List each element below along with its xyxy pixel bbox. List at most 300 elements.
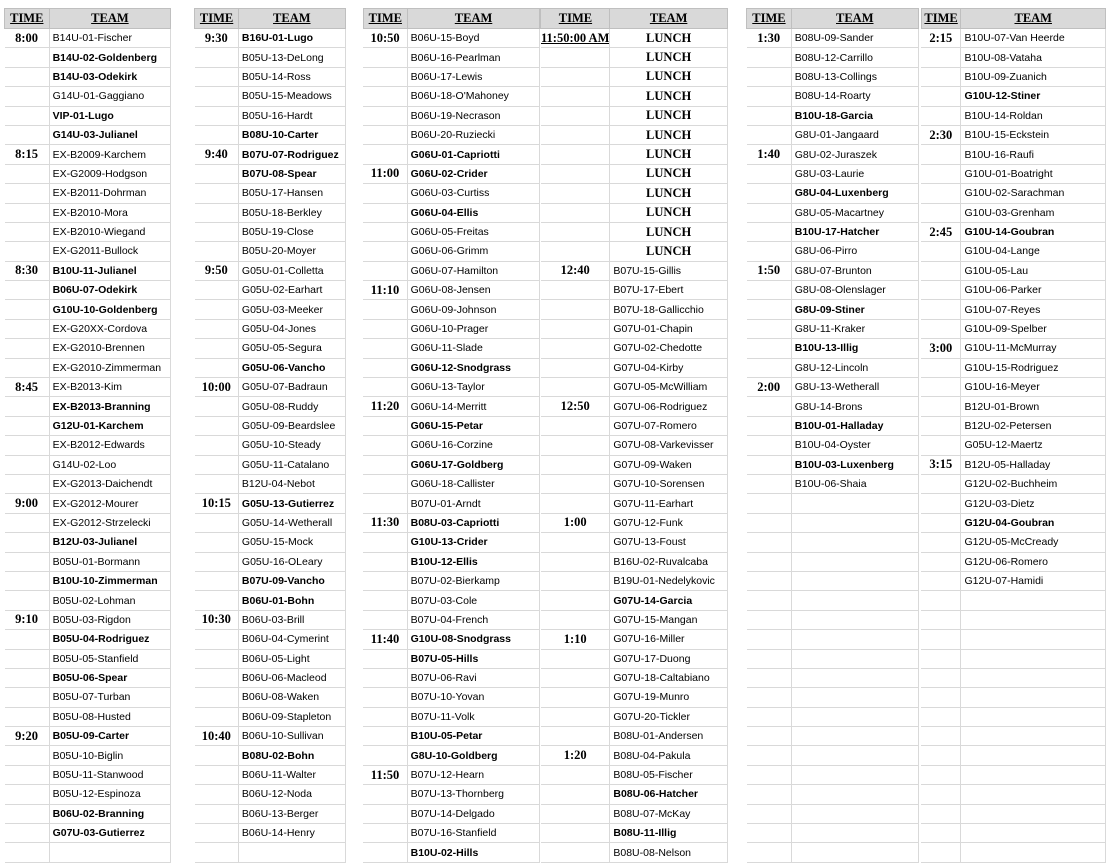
team-cell: G07U-05-McWilliam — [610, 378, 728, 397]
time-cell: 8:15 — [5, 145, 50, 164]
team-cell: B08U-08-Nelson — [610, 843, 728, 862]
team-cell: B10U-17-Hatcher — [791, 222, 918, 241]
time-cell — [5, 87, 50, 106]
team-cell: G07U-16-Miller — [610, 630, 728, 649]
column-gap — [727, 261, 746, 280]
team-cell: G06U-10-Prager — [407, 319, 540, 338]
time-cell — [5, 746, 50, 765]
team-cell: G12U-06-Romero — [961, 552, 1106, 571]
time-header: TIME — [363, 9, 407, 29]
team-cell — [791, 668, 918, 687]
team-cell: G8U-13-Wetherall — [791, 378, 918, 397]
time-cell — [747, 668, 792, 687]
team-cell: B07U-01-Arndt — [407, 494, 540, 513]
column-gap — [345, 591, 363, 610]
time-cell — [747, 222, 792, 241]
column-gap — [727, 727, 746, 746]
time-cell — [921, 765, 961, 784]
time-cell — [195, 106, 239, 125]
lunch-cell: LUNCH — [610, 48, 728, 67]
time-cell — [363, 455, 407, 474]
time-cell — [541, 300, 610, 319]
team-cell: B05U-15-Meadows — [238, 87, 345, 106]
team-cell: B10U-14-Roldan — [961, 106, 1106, 125]
team-cell: G07U-17-Duong — [610, 649, 728, 668]
column-gap — [727, 610, 746, 629]
time-cell — [5, 416, 50, 435]
time-cell — [195, 222, 239, 241]
column-gap — [345, 474, 363, 493]
time-cell: 10:50 — [363, 29, 407, 48]
column-gap — [345, 242, 363, 261]
column-gap — [171, 261, 195, 280]
column-gap — [345, 785, 363, 804]
time-cell — [541, 668, 610, 687]
column-gap — [171, 300, 195, 319]
team-cell: B07U-14-Delgado — [407, 804, 540, 823]
team-cell: EX-G2012-Strzelecki — [49, 513, 171, 532]
team-cell: B05U-05-Stanfield — [49, 649, 171, 668]
column-gap — [345, 67, 363, 86]
column-gap — [727, 87, 746, 106]
time-cell: 1:00 — [541, 513, 610, 532]
team-cell: G10U-12-Stiner — [961, 87, 1106, 106]
time-cell — [363, 668, 407, 687]
table-row — [5, 843, 1106, 862]
team-cell: G07U-02-Chedotte — [610, 339, 728, 358]
time-cell — [5, 668, 50, 687]
time-cell — [5, 765, 50, 784]
team-cell — [961, 630, 1106, 649]
column-gap — [171, 125, 195, 144]
time-cell — [195, 804, 239, 823]
team-cell: G8U-07-Brunton — [791, 261, 918, 280]
team-cell: B07U-05-Hills — [407, 649, 540, 668]
team-cell: EX-G2011-Bullock — [49, 242, 171, 261]
table-row — [5, 707, 1106, 726]
time-cell — [541, 804, 610, 823]
table-row — [5, 48, 1106, 67]
team-header: TEAM — [49, 9, 171, 29]
team-cell: B16U-01-Lugo — [238, 29, 345, 48]
team-cell: B10U-18-Garcia — [791, 106, 918, 125]
time-cell — [541, 67, 610, 86]
column-gap — [727, 358, 746, 377]
column-gap — [171, 358, 195, 377]
table-row — [5, 804, 1106, 823]
time-cell — [747, 300, 792, 319]
time-cell — [921, 164, 961, 183]
column-gap — [171, 87, 195, 106]
time-cell — [921, 785, 961, 804]
time-cell — [5, 707, 50, 726]
team-cell: G8U-09-Stiner — [791, 300, 918, 319]
time-cell — [747, 416, 792, 435]
team-cell: B10U-10-Zimmerman — [49, 571, 171, 590]
time-cell — [541, 319, 610, 338]
column-gap — [345, 610, 363, 629]
time-cell — [747, 164, 792, 183]
team-cell: B07U-02-Bierkamp — [407, 571, 540, 590]
team-header: TEAM — [238, 9, 345, 29]
time-cell — [195, 416, 239, 435]
column-gap — [171, 378, 195, 397]
time-cell — [363, 145, 407, 164]
column-gap — [727, 765, 746, 784]
column-gap — [345, 668, 363, 687]
team-cell — [49, 843, 171, 862]
time-cell — [5, 513, 50, 532]
team-cell: G10U-08-Snodgrass — [407, 630, 540, 649]
time-cell: 1:40 — [747, 145, 792, 164]
team-cell: B08U-14-Roarty — [791, 87, 918, 106]
team-cell: B05U-02-Lohman — [49, 591, 171, 610]
team-cell: EX-B2011-Dohrman — [49, 184, 171, 203]
time-cell — [747, 358, 792, 377]
team-cell — [791, 552, 918, 571]
team-cell: G06U-17-Goldberg — [407, 455, 540, 474]
time-cell — [5, 804, 50, 823]
team-cell: G07U-01-Chapin — [610, 319, 728, 338]
column-gap — [345, 746, 363, 765]
team-cell — [961, 765, 1106, 784]
time-cell — [363, 300, 407, 319]
table-row — [5, 145, 1106, 164]
column-gap — [727, 630, 746, 649]
column-gap — [727, 707, 746, 726]
table-row — [5, 358, 1106, 377]
column-gap — [345, 87, 363, 106]
team-cell: B08U-05-Fischer — [610, 765, 728, 784]
time-cell — [5, 436, 50, 455]
team-cell: G07U-12-Funk — [610, 513, 728, 532]
time-cell — [195, 513, 239, 532]
team-cell: B08U-03-Capriotti — [407, 513, 540, 532]
time-cell — [921, 67, 961, 86]
team-cell: G06U-05-Freitas — [407, 222, 540, 241]
column-gap — [727, 145, 746, 164]
column-gap — [345, 513, 363, 532]
team-cell: G8U-03-Laurie — [791, 164, 918, 183]
team-cell: B08U-10-Carter — [238, 125, 345, 144]
time-cell — [541, 222, 610, 241]
team-cell: G07U-06-Rodriguez — [610, 397, 728, 416]
table-row — [5, 474, 1106, 493]
team-cell: B07U-07-Rodriguez — [238, 145, 345, 164]
time-cell — [747, 785, 792, 804]
time-cell — [5, 533, 50, 552]
team-cell: B06U-13-Berger — [238, 804, 345, 823]
column-gap — [345, 416, 363, 435]
column-gap — [171, 106, 195, 125]
team-cell: B05U-20-Moyer — [238, 242, 345, 261]
team-cell — [961, 746, 1106, 765]
time-cell — [363, 474, 407, 493]
column-gap — [171, 474, 195, 493]
time-cell: 11:20 — [363, 397, 407, 416]
time-cell — [747, 533, 792, 552]
time-cell — [921, 474, 961, 493]
time-cell: 9:50 — [195, 261, 239, 280]
time-cell — [747, 474, 792, 493]
team-cell: B10U-16-Raufi — [961, 145, 1106, 164]
team-cell: B12U-02-Petersen — [961, 416, 1106, 435]
team-cell: G10U-03-Grenham — [961, 203, 1106, 222]
column-gap — [171, 688, 195, 707]
time-cell — [921, 319, 961, 338]
column-gap — [727, 591, 746, 610]
column-gap — [345, 106, 363, 125]
time-cell — [363, 843, 407, 862]
team-cell: B07U-13-Thornberg — [407, 785, 540, 804]
time-cell: 3:00 — [921, 339, 961, 358]
column-gap — [171, 281, 195, 300]
time-cell — [195, 591, 239, 610]
team-cell: G05U-10-Steady — [238, 436, 345, 455]
column-gap — [727, 378, 746, 397]
time-header: TIME — [5, 9, 50, 29]
team-cell: G10U-07-Reyes — [961, 300, 1106, 319]
team-cell — [791, 533, 918, 552]
team-cell: G05U-11-Catalano — [238, 455, 345, 474]
time-cell — [195, 630, 239, 649]
column-gap — [171, 785, 195, 804]
time-cell — [195, 319, 239, 338]
time-cell — [5, 222, 50, 241]
team-cell: G07U-14-Garcia — [610, 591, 728, 610]
team-cell: EX-G2012-Mourer — [49, 494, 171, 513]
lunch-cell: LUNCH — [610, 203, 728, 222]
team-cell: G06U-01-Capriotti — [407, 145, 540, 164]
time-cell — [747, 630, 792, 649]
team-cell: G06U-18-Callister — [407, 474, 540, 493]
time-cell: 1:50 — [747, 261, 792, 280]
table-row — [5, 29, 1106, 48]
time-cell — [747, 727, 792, 746]
time-cell — [921, 281, 961, 300]
table-row — [5, 436, 1106, 455]
time-cell — [747, 125, 792, 144]
team-cell: G07U-03-Gutierrez — [49, 824, 171, 843]
time-cell — [921, 106, 961, 125]
time-cell — [5, 164, 50, 183]
time-cell — [363, 67, 407, 86]
lunch-cell: LUNCH — [610, 222, 728, 241]
lunch-cell: LUNCH — [610, 67, 728, 86]
team-cell: G10U-01-Boatright — [961, 164, 1106, 183]
team-cell: B07U-16-Stanfield — [407, 824, 540, 843]
team-header: TEAM — [407, 9, 540, 29]
column-gap — [171, 533, 195, 552]
team-cell: B06U-14-Henry — [238, 824, 345, 843]
schedule-body — [5, 29, 1106, 863]
table-row — [5, 222, 1106, 241]
column-gap — [345, 455, 363, 474]
time-cell: 2:15 — [921, 29, 961, 48]
team-cell: B08U-13-Collings — [791, 67, 918, 86]
table-row — [5, 67, 1106, 86]
time-cell — [541, 494, 610, 513]
time-cell: 8:30 — [5, 261, 50, 280]
table-row — [5, 203, 1106, 222]
team-cell — [791, 591, 918, 610]
time-cell — [921, 378, 961, 397]
time-cell — [195, 824, 239, 843]
team-cell: B06U-18-O'Mahoney — [407, 87, 540, 106]
team-cell: G12U-02-Buchheim — [961, 474, 1106, 493]
team-cell: G14U-02-Loo — [49, 455, 171, 474]
time-cell: 1:20 — [541, 746, 610, 765]
column-gap — [171, 339, 195, 358]
time-cell — [195, 707, 239, 726]
team-cell: B07U-03-Cole — [407, 591, 540, 610]
table-row — [5, 765, 1106, 784]
time-cell — [921, 824, 961, 843]
column-gap — [727, 571, 746, 590]
team-cell: G12U-01-Karchem — [49, 416, 171, 435]
column-gap — [345, 824, 363, 843]
time-cell — [921, 591, 961, 610]
team-cell: G10U-06-Parker — [961, 281, 1106, 300]
time-cell — [921, 184, 961, 203]
time-cell — [921, 668, 961, 687]
team-cell: B07U-09-Vancho — [238, 571, 345, 590]
time-cell — [195, 668, 239, 687]
time-cell — [363, 222, 407, 241]
time-cell — [195, 474, 239, 493]
time-cell — [195, 125, 239, 144]
team-cell: B07U-17-Ebert — [610, 281, 728, 300]
team-cell — [791, 785, 918, 804]
time-cell — [747, 397, 792, 416]
team-header: TEAM — [961, 9, 1106, 29]
team-cell: G07U-19-Munro — [610, 688, 728, 707]
team-cell: B08U-04-Pakula — [610, 746, 728, 765]
column-gap — [345, 203, 363, 222]
team-cell: B06U-17-Lewis — [407, 67, 540, 86]
team-cell: B19U-01-Nedelykovic — [610, 571, 728, 590]
lunch-cell: LUNCH — [610, 125, 728, 144]
table-row — [5, 87, 1106, 106]
time-cell — [363, 416, 407, 435]
team-cell: B05U-10-Biglin — [49, 746, 171, 765]
time-cell — [363, 727, 407, 746]
team-cell — [961, 824, 1106, 843]
team-cell — [961, 668, 1106, 687]
team-cell: B10U-05-Petar — [407, 727, 540, 746]
time-cell — [921, 688, 961, 707]
column-gap — [727, 397, 746, 416]
team-cell: B06U-20-Ruziecki — [407, 125, 540, 144]
time-cell — [195, 688, 239, 707]
time-cell: 10:15 — [195, 494, 239, 513]
time-cell — [541, 436, 610, 455]
team-cell — [961, 843, 1106, 862]
team-cell: B05U-01-Bormann — [49, 552, 171, 571]
team-cell: G8U-12-Lincoln — [791, 358, 918, 377]
schedule-table — [4, 8, 1106, 863]
team-cell: G14U-01-Gaggiano — [49, 87, 171, 106]
column-gap — [727, 184, 746, 203]
team-cell — [791, 513, 918, 532]
team-cell: EX-G2013-Daichendt — [49, 474, 171, 493]
time-cell — [747, 339, 792, 358]
team-cell: EX-G20XX-Cordova — [49, 319, 171, 338]
time-cell — [363, 436, 407, 455]
time-cell — [363, 184, 407, 203]
time-cell — [541, 688, 610, 707]
team-cell: B07U-11-Volk — [407, 707, 540, 726]
table-row — [5, 533, 1106, 552]
team-cell: B06U-12-Noda — [238, 785, 345, 804]
time-cell — [5, 785, 50, 804]
column-gap — [345, 300, 363, 319]
table-row — [5, 630, 1106, 649]
time-cell — [195, 87, 239, 106]
time-cell — [5, 184, 50, 203]
team-cell: B06U-06-Macleod — [238, 668, 345, 687]
team-cell: B10U-02-Hills — [407, 843, 540, 862]
column-gap — [345, 164, 363, 183]
time-cell — [363, 106, 407, 125]
time-cell — [195, 765, 239, 784]
team-cell: G05U-16-OLeary — [238, 552, 345, 571]
time-cell — [5, 688, 50, 707]
time-cell — [921, 649, 961, 668]
column-gap — [345, 378, 363, 397]
time-cell — [541, 87, 610, 106]
column-gap — [171, 746, 195, 765]
column-gap — [345, 552, 363, 571]
table-row — [5, 455, 1106, 474]
time-cell — [921, 203, 961, 222]
time-cell — [541, 552, 610, 571]
column-gap — [345, 184, 363, 203]
time-cell — [195, 397, 239, 416]
time-cell — [195, 649, 239, 668]
time-cell — [195, 455, 239, 474]
time-cell — [5, 300, 50, 319]
time-cell — [363, 319, 407, 338]
time-cell — [541, 125, 610, 144]
column-gap — [727, 300, 746, 319]
table-row — [5, 184, 1106, 203]
time-cell — [5, 824, 50, 843]
time-cell — [5, 591, 50, 610]
time-cell — [5, 106, 50, 125]
team-cell — [961, 727, 1106, 746]
column-gap — [171, 843, 195, 862]
time-cell — [195, 843, 239, 862]
column-gap — [727, 455, 746, 474]
time-cell — [747, 746, 792, 765]
team-cell: G10U-04-Lange — [961, 242, 1106, 261]
column-gap — [345, 688, 363, 707]
team-cell — [791, 824, 918, 843]
column-gap — [727, 416, 746, 435]
team-cell: G05U-12-Maertz — [961, 436, 1106, 455]
time-cell — [747, 707, 792, 726]
team-cell — [961, 804, 1106, 823]
table-row — [5, 416, 1106, 435]
team-cell: B06U-11-Walter — [238, 765, 345, 784]
time-cell — [363, 785, 407, 804]
team-cell: B06U-08-Waken — [238, 688, 345, 707]
table-row — [5, 746, 1106, 765]
time-cell — [5, 358, 50, 377]
time-cell — [541, 785, 610, 804]
column-gap — [345, 281, 363, 300]
